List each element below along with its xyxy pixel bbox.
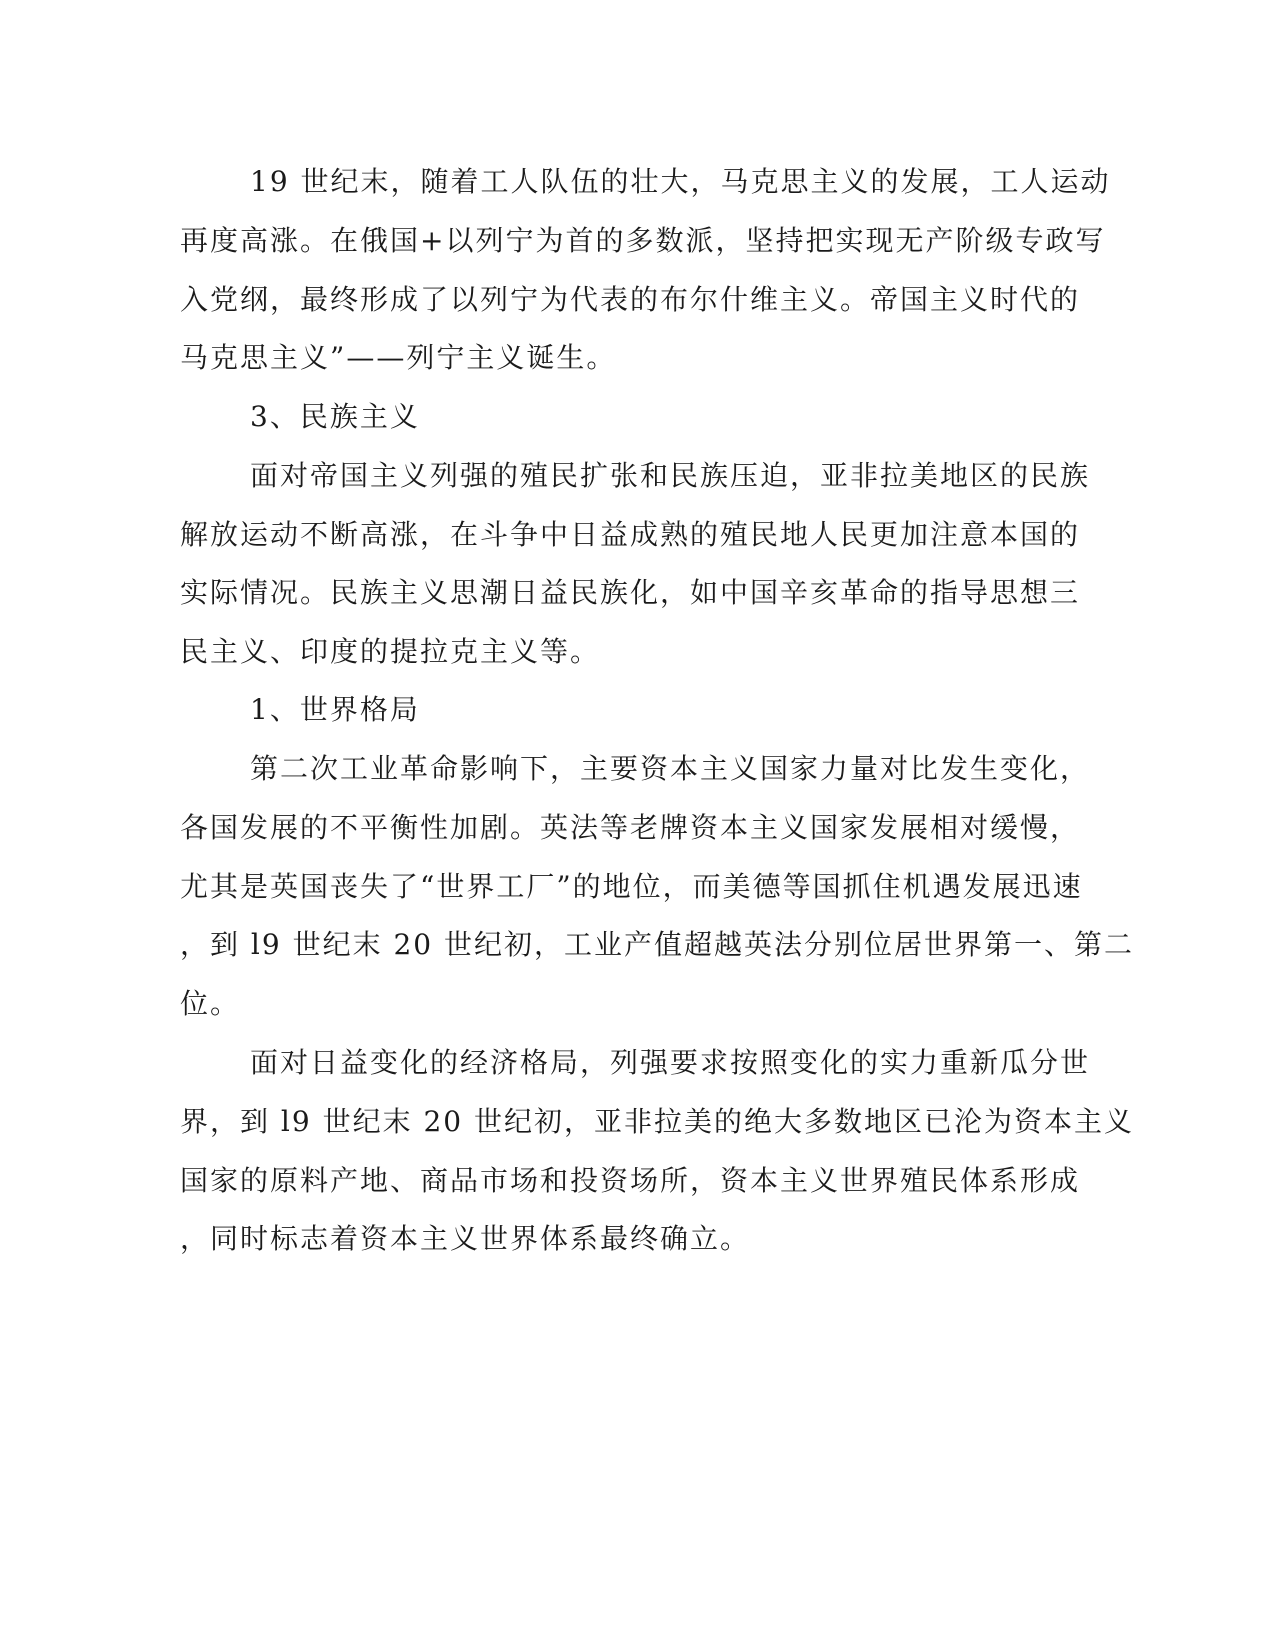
paragraph-line: 马克思主义”——列宁主义诞生。 bbox=[180, 341, 617, 374]
section-heading: 1、世界格局 bbox=[250, 693, 420, 726]
paragraph-line: 各国发展的不平衡性加剧。英法等老牌资本主义国家发展相对缓慢， bbox=[180, 811, 1081, 844]
paragraph-line: 解放运动不断高涨，在斗争中日益成熟的殖民地人民更加注意本国的 bbox=[180, 518, 1081, 551]
paragraph-line: 19 世纪末，随着工人队伍的壮大，马克思主义的发展，工人运动 bbox=[250, 165, 1111, 198]
paragraph-line: 面对帝国主义列强的殖民扩张和民族压迫，亚非拉美地区的民族 bbox=[250, 459, 1091, 492]
paragraph-line: 第二次工业革命影响下，主要资本主义国家力量对比发生变化， bbox=[250, 752, 1091, 785]
paragraph-line: 国家的原料产地、商品市场和投资场所，资本主义世界殖民体系形成 bbox=[180, 1164, 1081, 1197]
paragraph-line: 尤其是英国丧失了“世界工厂”的地位，而美德等国抓住机遇发展迅速 bbox=[180, 870, 1083, 903]
paragraph-line: 再度高涨。在俄国+以列宁为首的多数派，坚持把实现无产阶级专政写 bbox=[180, 224, 1106, 257]
paragraph-line: ，到 l9 世纪末 20 世纪初，工业产值超越英法分别位居世界第一、第二 bbox=[180, 928, 1135, 961]
paragraph-line: 实际情况。民族主义思潮日益民族化，如中国辛亥革命的指导思想三 bbox=[180, 576, 1081, 609]
paragraph-line: 民主义、印度的提拉克主义等。 bbox=[180, 635, 601, 668]
section-heading: 3、民族主义 bbox=[250, 400, 420, 433]
paragraph-line: 位。 bbox=[180, 987, 241, 1020]
paragraph-line: 界，到 l9 世纪末 20 世纪初，亚非拉美的绝大多数地区已沦为资本主义 bbox=[180, 1105, 1135, 1138]
paragraph-line: 入党纲，最终形成了以列宁为代表的布尔什维主义。帝国主义时代的 bbox=[180, 283, 1081, 316]
paragraph-line: ，同时标志着资本主义世界体系最终确立。 bbox=[180, 1222, 751, 1255]
paragraph-line: 面对日益变化的经济格局，列强要求按照变化的实力重新瓜分世 bbox=[250, 1046, 1091, 1079]
